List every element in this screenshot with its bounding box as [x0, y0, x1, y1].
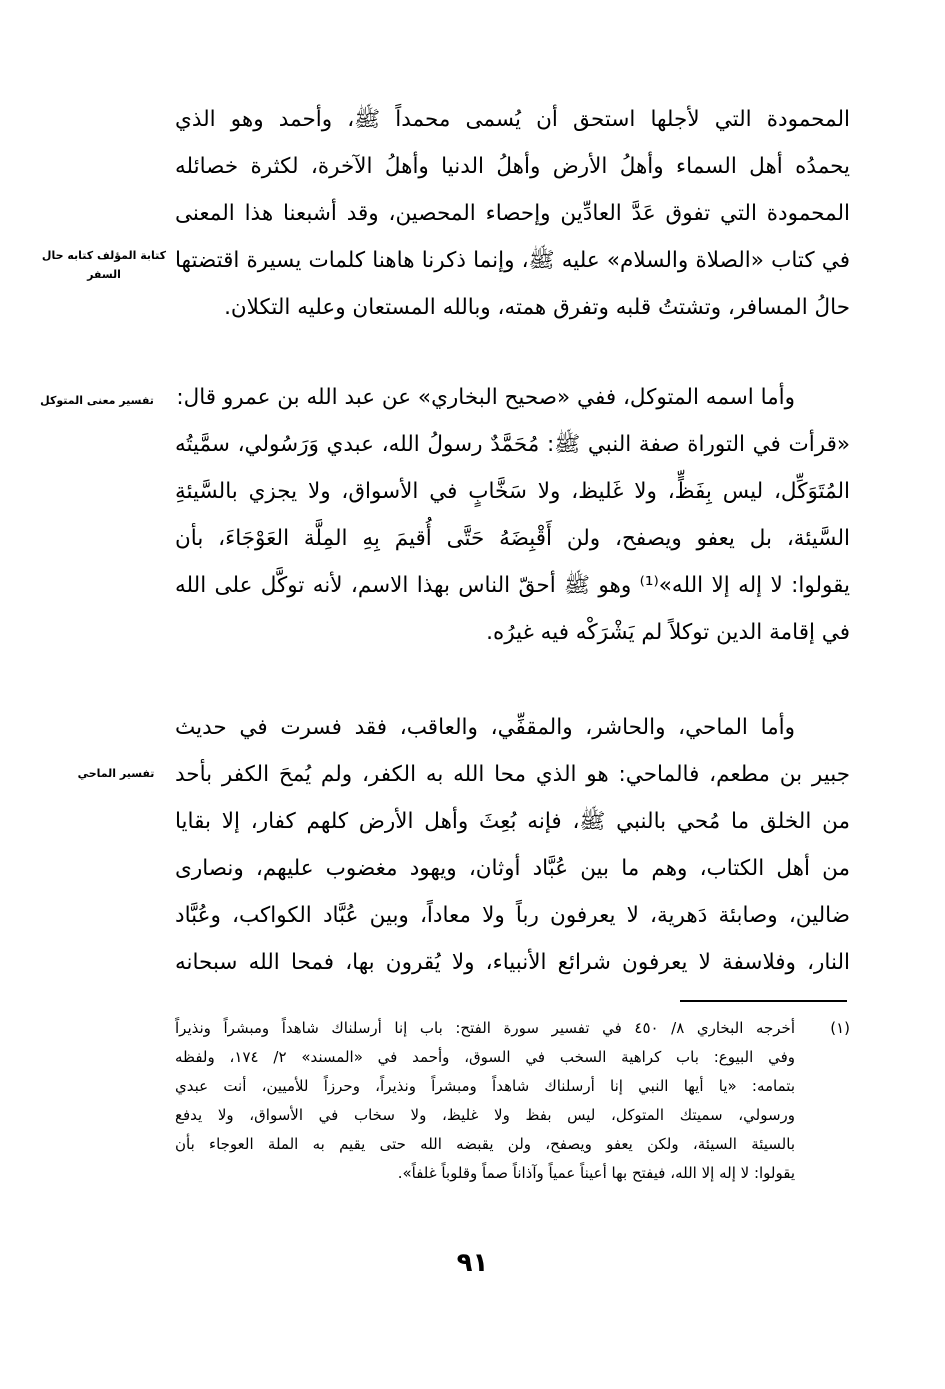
margin-note-travel-writing: كتابة المؤلف كتابه حال السفر	[41, 249, 167, 281]
text-line: ضالين، وصابئة دَهرية، لا يعرفون رباً ولا معاداً، وبين عُبَّاد الكواكب، وعُبَّاد	[175, 903, 850, 928]
text-line: السَّيئة، بل يعفو ويصفح، ولن أَقْبِضَهُ حَتَّى أُقيمَ بِهِ المِلَّة العَوْجَاءَ، بأن	[175, 526, 850, 551]
text-line: المحمودة التي تفوق عَدَّ العادِّين وإحصاء المحصين، وقد أشبعنا هذا المعنى	[175, 201, 850, 226]
page-number: ٩١	[456, 1248, 489, 1278]
footnote-line: ورسولي، سميتك المتوكل، ليس بفظ ولا غليظ، ولا سخاب في الأسواق، ولا يدفع	[175, 1106, 795, 1124]
text-line: وأما اسمه المتوكل، ففي «صحيح البخاري» عن عبد الله بن عمرو قال:	[176, 385, 795, 410]
text-line: النار، وفلاسفة لا يعرفون شرائع الأنبياء، ولا يُقرون بها، فمحا الله سبحانه	[175, 950, 850, 975]
footnote-line: يقولوا: لا إله إلا الله، فيفتح بها أعيناً عمياً وآذاناً صماً وقلوباً غلفاً».	[397, 1164, 795, 1182]
text-line: حالُ المسافر، وتشتتُ قلبه وتفرق همته، وبالله المستعان وعليه التكلان.	[224, 295, 850, 320]
footnote-first-line	[175, 1014, 850, 1043]
text-line: من الخلق ما مُحي بالنبي ﷺ، فإنه بُعِثَ وأهل الأرض كلهم كفار، إلا بقايا	[175, 809, 850, 834]
footnote-line: بالسيئة السيئة، ولكن يعفو ويصفح، ولن يقبضه الله حتى يقيم به الملة العوجاء بأن	[175, 1135, 795, 1153]
footnote-line: وفي البيوع: باب كراهية السخب في السوق، وأحمد في «المسند» ٢/ ١٧٤، ولفظه	[175, 1048, 796, 1066]
paragraph-prophet-names	[175, 96, 850, 331]
text-line: وأما الماحي، والحاشر، والمقفِّي، والعاقب، فقد فسرت في حديث	[175, 715, 795, 740]
footnote-line: بتمامه: «يا أيها النبي إنا أرسلناك شاهداً ومبشراً ونذيراً، وحرزاً للأميين، أنت عبدي	[175, 1077, 795, 1095]
text-line: جبير بن مطعم، فالماحي: هو الذي محا الله به الكفر، ولم يُمحَ الكفر بأحد	[175, 762, 850, 787]
text-line: المحمودة التي لأجلها استحق أن يُسمى محمداً ﷺ، وأحمد وهو الذي	[175, 107, 850, 132]
text-line: يحمدُه أهل السماء وأهلُ الأرض وأهلُ الدنيا وأهلُ الآخرة، لكثرة خصائله	[175, 154, 850, 179]
text-line: يقولوا: لا إله إلا الله»⁽¹⁾ وهو ﷺ أحقّ الناس بهذا الاسم، لأنه توكَّل على الله	[175, 573, 850, 598]
text-line: «قرأت في التوراة صفة النبي ﷺ: مُحَمَّدٌ رسولُ الله، عبدي وَرَسُولي، سمَّيتُه	[175, 432, 850, 457]
margin-note-al-mutawakkil: تفسير معنى المتوكل	[40, 394, 154, 407]
footnote-separator	[680, 1000, 847, 1002]
text-line: المُتَوَكِّل، ليس بِفَظٍّ، ولا غَليظ، ولا سَخَّابٍ في الأسواق، ولا يجزي بالسَّيئةِ	[175, 479, 850, 504]
paragraph-al-mutawakkil	[175, 374, 850, 656]
margin-note-al-mahi: تفسير الماحي	[77, 767, 155, 780]
footnote-text: أخرجه البخاري ٨/ ٤٥٠ في تفسير سورة الفتح: باب إنا أرسلناك شاهداً ومبشراً ونذيراً	[175, 1019, 796, 1037]
text-line: في كتاب «الصلاة والسلام» عليه ﷺ، وإنما ذكرنا هاهنا كلمات يسيرة اقتضتها	[175, 248, 850, 273]
footnote-number: (١)	[830, 1019, 850, 1037]
text-line: من أهل الكتاب، وهم ما بين عُبَّاد أوثان، ويهود مغضوب عليهم، ونصارى	[175, 856, 850, 881]
paragraph-al-mahi	[175, 704, 850, 986]
footnote	[175, 1014, 850, 1188]
text-line: في إقامة الدين توكلاً لم يَشْرَكْه فيه غيرُه.	[486, 620, 850, 645]
